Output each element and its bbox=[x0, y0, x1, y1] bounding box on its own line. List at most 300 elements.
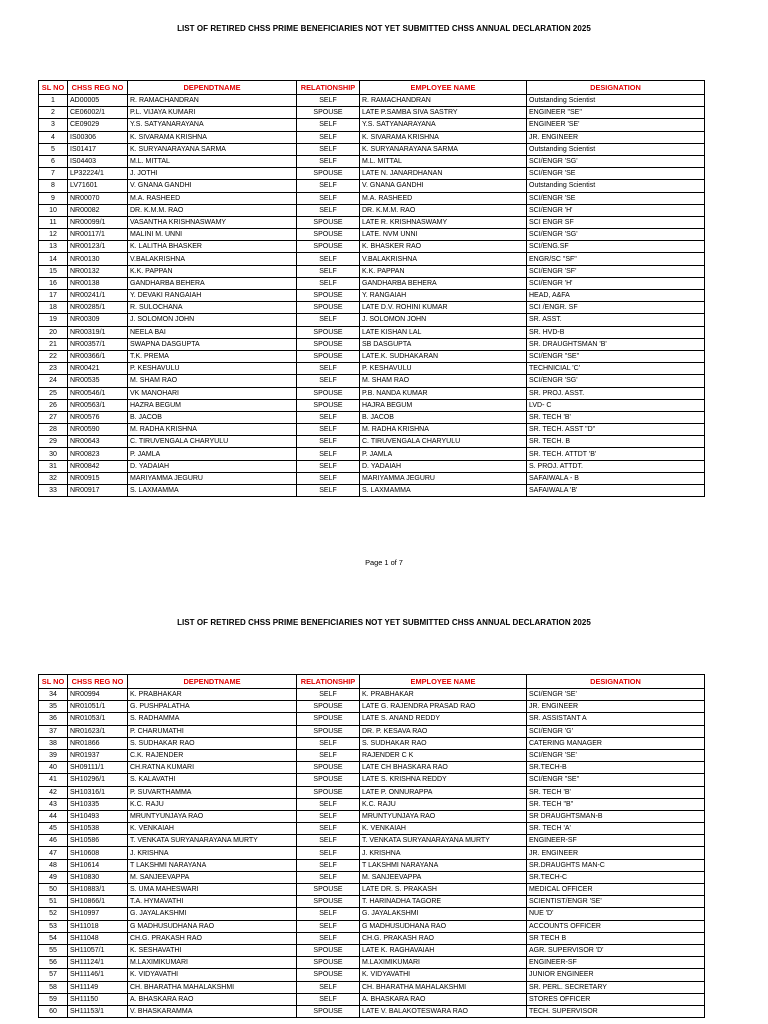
cell-relationship: SPOUSE bbox=[297, 399, 360, 411]
cell-sl-no: 38 bbox=[39, 737, 68, 749]
cell-employee-name: A. BHASKARA RAO bbox=[360, 993, 527, 1005]
cell-dependent-name: CH. BHARATHA MAHALAKSHMI bbox=[128, 981, 297, 993]
cell-dependent-name: Y. DEVAKI RANGAIAH bbox=[128, 290, 297, 302]
cell-dependent-name: K. PRABHAKAR bbox=[128, 689, 297, 701]
cell-chss-reg-no: NR00917 bbox=[68, 485, 128, 497]
table-row bbox=[39, 472, 705, 484]
cell-chss-reg-no: SH10335 bbox=[68, 798, 128, 810]
cell-employee-name: B. JACOB bbox=[360, 411, 527, 423]
cell-dependent-name: D. YADAIAH bbox=[128, 460, 297, 472]
cell-employee-name: K.C. RAJU bbox=[360, 798, 527, 810]
cell-chss-reg-no: AD00005 bbox=[68, 95, 128, 107]
cell-designation: SCI/ENGR 'SE bbox=[527, 192, 705, 204]
cell-relationship: SPOUSE bbox=[297, 387, 360, 399]
cell-dependent-name: M.LAXIMIKUMARI bbox=[128, 957, 297, 969]
table-header-row bbox=[39, 81, 705, 95]
cell-chss-reg-no: NR00319/1 bbox=[68, 326, 128, 338]
cell-dependent-name: P.L. VIJAYA KUMARI bbox=[128, 107, 297, 119]
cell-chss-reg-no: CE06002/1 bbox=[68, 107, 128, 119]
table-body bbox=[39, 95, 705, 497]
table-row bbox=[39, 725, 705, 737]
cell-employee-name: HAJRA BEGUM bbox=[360, 399, 527, 411]
cell-sl-no: 55 bbox=[39, 944, 68, 956]
table-row bbox=[39, 835, 705, 847]
cell-employee-name: K. BHASKER RAO bbox=[360, 241, 527, 253]
table-row bbox=[39, 180, 705, 192]
cell-chss-reg-no: NR00421 bbox=[68, 363, 128, 375]
table-row bbox=[39, 448, 705, 460]
cell-chss-reg-no: NR00241/1 bbox=[68, 290, 128, 302]
cell-sl-no: 21 bbox=[39, 338, 68, 350]
cell-chss-reg-no: SH09111/1 bbox=[68, 762, 128, 774]
cell-dependent-name: P. CHARUMATHI bbox=[128, 725, 297, 737]
cell-chss-reg-no: CE09029 bbox=[68, 119, 128, 131]
cell-dependent-name: S. UMA MAHESWARI bbox=[128, 884, 297, 896]
cell-employee-name: SB DASGUPTA bbox=[360, 338, 527, 350]
table-row bbox=[39, 847, 705, 859]
cell-relationship: SELF bbox=[297, 131, 360, 143]
cell-employee-name: M.LAXIMIKUMARI bbox=[360, 957, 527, 969]
column-header-relationship: RELATIONSHIP bbox=[297, 675, 360, 689]
cell-relationship: SPOUSE bbox=[297, 969, 360, 981]
cell-relationship: SPOUSE bbox=[297, 350, 360, 362]
cell-sl-no: 49 bbox=[39, 871, 68, 883]
cell-chss-reg-no: NR01053/1 bbox=[68, 713, 128, 725]
cell-relationship: SELF bbox=[297, 460, 360, 472]
cell-chss-reg-no: NR00823 bbox=[68, 448, 128, 460]
cell-sl-no: 50 bbox=[39, 884, 68, 896]
cell-chss-reg-no: SH10586 bbox=[68, 835, 128, 847]
cell-sl-no: 6 bbox=[39, 155, 68, 167]
cell-chss-reg-no: NR00994 bbox=[68, 689, 128, 701]
cell-sl-no: 3 bbox=[39, 119, 68, 131]
cell-dependent-name: J. SOLOMON JOHN bbox=[128, 314, 297, 326]
cell-relationship: SELF bbox=[297, 749, 360, 761]
cell-sl-no: 14 bbox=[39, 253, 68, 265]
cell-sl-no: 27 bbox=[39, 411, 68, 423]
cell-sl-no: 24 bbox=[39, 375, 68, 387]
cell-relationship: SPOUSE bbox=[297, 762, 360, 774]
page-title: LIST OF RETIRED CHSS PRIME BENEFICIARIES NOT YET SUBMITTED CHSS ANNUAL DECLARATION 2025 bbox=[177, 618, 591, 627]
cell-chss-reg-no: SH10493 bbox=[68, 810, 128, 822]
cell-sl-no: 5 bbox=[39, 143, 68, 155]
column-header-designation: DESIGNATION bbox=[527, 81, 705, 95]
cell-relationship: SELF bbox=[297, 859, 360, 871]
cell-designation: ENGINEER 'SE' bbox=[527, 119, 705, 131]
column-header-designation: DESIGNATION bbox=[527, 675, 705, 689]
cell-employee-name: D. YADAIAH bbox=[360, 460, 527, 472]
cell-sl-no: 58 bbox=[39, 981, 68, 993]
table-row bbox=[39, 944, 705, 956]
cell-relationship: SPOUSE bbox=[297, 338, 360, 350]
cell-chss-reg-no: SH10296/1 bbox=[68, 774, 128, 786]
cell-sl-no: 51 bbox=[39, 896, 68, 908]
table-row bbox=[39, 399, 705, 411]
column-header-chss-reg-no: CHSS REG NO bbox=[68, 81, 128, 95]
cell-sl-no: 60 bbox=[39, 1005, 68, 1017]
cell-employee-name: P.B. NANDA KUMAR bbox=[360, 387, 527, 399]
cell-chss-reg-no: NR00357/1 bbox=[68, 338, 128, 350]
cell-dependent-name: K. SIVARAMA KRISHNA bbox=[128, 131, 297, 143]
cell-relationship: SELF bbox=[297, 847, 360, 859]
cell-sl-no: 25 bbox=[39, 387, 68, 399]
cell-dependent-name: GANDHARBA BEHERA bbox=[128, 277, 297, 289]
cell-chss-reg-no: SH11124/1 bbox=[68, 957, 128, 969]
table-row bbox=[39, 290, 705, 302]
table-row bbox=[39, 774, 705, 786]
cell-dependent-name: A. BHASKARA RAO bbox=[128, 993, 297, 1005]
cell-relationship: SPOUSE bbox=[297, 944, 360, 956]
cell-dependent-name: G. PUSHPALATHA bbox=[128, 701, 297, 713]
cell-designation: SCI/ENGR 'SG' bbox=[527, 229, 705, 241]
cell-sl-no: 41 bbox=[39, 774, 68, 786]
cell-relationship: SELF bbox=[297, 204, 360, 216]
cell-sl-no: 9 bbox=[39, 192, 68, 204]
cell-relationship: SPOUSE bbox=[297, 290, 360, 302]
cell-relationship: SELF bbox=[297, 265, 360, 277]
table-row bbox=[39, 689, 705, 701]
cell-sl-no: 45 bbox=[39, 823, 68, 835]
cell-relationship: SPOUSE bbox=[297, 1005, 360, 1017]
cell-designation: Outstanding Scientist bbox=[527, 143, 705, 155]
cell-designation: SCI/ENGR 'SE' bbox=[527, 749, 705, 761]
cell-employee-name: R. RAMACHANDRAN bbox=[360, 95, 527, 107]
cell-designation: ENGINEER "SE" bbox=[527, 107, 705, 119]
column-header-relationship: RELATIONSHIP bbox=[297, 81, 360, 95]
cell-dependent-name: M. RADHA KRISHNA bbox=[128, 424, 297, 436]
cell-employee-name: LATE P. ONNURAPPA bbox=[360, 786, 527, 798]
table-row bbox=[39, 314, 705, 326]
column-header-chss-reg-no: CHSS REG NO bbox=[68, 675, 128, 689]
cell-dependent-name: CH.RATNA KUMARI bbox=[128, 762, 297, 774]
cell-employee-name: LATE N. JANARDHANAN bbox=[360, 168, 527, 180]
cell-dependent-name: T LAKSHMI NARAYANA bbox=[128, 859, 297, 871]
cell-dependent-name: M. SANJEEVAPPA bbox=[128, 871, 297, 883]
cell-designation: Outstanding Scientist bbox=[527, 95, 705, 107]
cell-dependent-name: MRUNTYUNJAYA RAO bbox=[128, 810, 297, 822]
table-row bbox=[39, 143, 705, 155]
cell-relationship: SPOUSE bbox=[297, 725, 360, 737]
cell-relationship: SELF bbox=[297, 798, 360, 810]
cell-sl-no: 20 bbox=[39, 326, 68, 338]
cell-designation: SR. TECH. B bbox=[527, 436, 705, 448]
table-row bbox=[39, 204, 705, 216]
table-row bbox=[39, 229, 705, 241]
cell-sl-no: 54 bbox=[39, 932, 68, 944]
table-row bbox=[39, 798, 705, 810]
cell-designation: JUNIOR ENGINEER bbox=[527, 969, 705, 981]
cell-chss-reg-no: SH10866/1 bbox=[68, 896, 128, 908]
cell-designation: SR. DRAUGHTSMAN 'B' bbox=[527, 338, 705, 350]
cell-chss-reg-no: SH10538 bbox=[68, 823, 128, 835]
cell-sl-no: 28 bbox=[39, 424, 68, 436]
cell-relationship: SPOUSE bbox=[297, 701, 360, 713]
cell-designation: SCI/ENGR 'SE bbox=[527, 168, 705, 180]
cell-dependent-name: V.BALAKRISHNA bbox=[128, 253, 297, 265]
table-row bbox=[39, 762, 705, 774]
cell-employee-name: LATE G. RAJENDRA PRASAD RAO bbox=[360, 701, 527, 713]
cell-sl-no: 11 bbox=[39, 216, 68, 228]
cell-employee-name: G MADHUSUDHANA RAO bbox=[360, 920, 527, 932]
cell-designation: SCI/ENGR 'SF' bbox=[527, 265, 705, 277]
cell-relationship: SELF bbox=[297, 981, 360, 993]
table-row bbox=[39, 436, 705, 448]
cell-relationship: SELF bbox=[297, 835, 360, 847]
table-row bbox=[39, 969, 705, 981]
cell-dependent-name: S. KALAVATHI bbox=[128, 774, 297, 786]
table-row bbox=[39, 908, 705, 920]
cell-designation: AGR. SUPERVISOR 'D' bbox=[527, 944, 705, 956]
cell-designation: SR. PERL. SECRETARY bbox=[527, 981, 705, 993]
column-header-employee-name: EMPLOYEE NAME bbox=[360, 675, 527, 689]
cell-dependent-name: P. SUVARTHAMMA bbox=[128, 786, 297, 798]
cell-sl-no: 37 bbox=[39, 725, 68, 737]
cell-sl-no: 8 bbox=[39, 180, 68, 192]
column-header-dependent-name: DEPENDTNAME bbox=[128, 81, 297, 95]
table-row bbox=[39, 993, 705, 1005]
cell-employee-name: V. GNANA GANDHI bbox=[360, 180, 527, 192]
cell-designation: NUE 'D' bbox=[527, 908, 705, 920]
cell-dependent-name: C.K. RAJENDER bbox=[128, 749, 297, 761]
cell-sl-no: 10 bbox=[39, 204, 68, 216]
cell-designation: SR. TECH 'B' bbox=[527, 786, 705, 798]
cell-designation: SR. HVD-B bbox=[527, 326, 705, 338]
table-row bbox=[39, 95, 705, 107]
cell-designation: SCI/ENGR 'SE' bbox=[527, 689, 705, 701]
cell-dependent-name: K. SURYANARAYANA SARMA bbox=[128, 143, 297, 155]
cell-designation: SCI /ENGR. SF bbox=[527, 302, 705, 314]
cell-sl-no: 26 bbox=[39, 399, 68, 411]
cell-employee-name: P. JAMLA bbox=[360, 448, 527, 460]
cell-designation: SCI/ENGR 'H' bbox=[527, 277, 705, 289]
table-row bbox=[39, 326, 705, 338]
cell-dependent-name: K. LALITHA BHASKER bbox=[128, 241, 297, 253]
cell-designation: ENGINEER-SF bbox=[527, 835, 705, 847]
cell-relationship: SELF bbox=[297, 253, 360, 265]
table-row bbox=[39, 485, 705, 497]
cell-relationship: SPOUSE bbox=[297, 326, 360, 338]
cell-chss-reg-no: SH11149 bbox=[68, 981, 128, 993]
table-row bbox=[39, 277, 705, 289]
cell-dependent-name: T.K. PREMA bbox=[128, 350, 297, 362]
table-body bbox=[39, 689, 705, 1018]
cell-employee-name: LATE KISHAN LAL bbox=[360, 326, 527, 338]
cell-chss-reg-no: SH11146/1 bbox=[68, 969, 128, 981]
cell-designation: SR.TECH-C bbox=[527, 871, 705, 883]
table-row bbox=[39, 859, 705, 871]
cell-employee-name: K. VENKAIAH bbox=[360, 823, 527, 835]
cell-chss-reg-no: NR00285/1 bbox=[68, 302, 128, 314]
cell-employee-name: LATE.K. SUDHAKARAN bbox=[360, 350, 527, 362]
table-row bbox=[39, 216, 705, 228]
cell-employee-name: LATE CH BHASKARA RAO bbox=[360, 762, 527, 774]
cell-designation: SCI/ENGR 'SG' bbox=[527, 375, 705, 387]
cell-dependent-name: M.A. RASHEED bbox=[128, 192, 297, 204]
cell-designation: SCI/ENGR 'G' bbox=[527, 725, 705, 737]
cell-sl-no: 33 bbox=[39, 485, 68, 497]
cell-employee-name: GANDHARBA BEHERA bbox=[360, 277, 527, 289]
cell-designation: JR. ENGINEER bbox=[527, 131, 705, 143]
cell-relationship: SELF bbox=[297, 993, 360, 1005]
cell-chss-reg-no: NR00643 bbox=[68, 436, 128, 448]
cell-employee-name: T LAKSHMI NARAYANA bbox=[360, 859, 527, 871]
cell-designation: ENGR/SC "SF" bbox=[527, 253, 705, 265]
cell-employee-name: LATE V. BALAKOTESWARA RAO bbox=[360, 1005, 527, 1017]
cell-sl-no: 56 bbox=[39, 957, 68, 969]
beneficiaries-table bbox=[38, 80, 705, 497]
table-row bbox=[39, 932, 705, 944]
cell-designation: SCI/ENGR 'SG' bbox=[527, 155, 705, 167]
cell-chss-reg-no: SH11057/1 bbox=[68, 944, 128, 956]
cell-employee-name: M.A. RASHEED bbox=[360, 192, 527, 204]
cell-employee-name: LATE K. RAGHAVAIAH bbox=[360, 944, 527, 956]
cell-employee-name: J. KRISHNA bbox=[360, 847, 527, 859]
cell-sl-no: 1 bbox=[39, 95, 68, 107]
cell-dependent-name: VASANTHA KRISHNASWAMY bbox=[128, 216, 297, 228]
cell-designation: S. PROJ. ATTDT. bbox=[527, 460, 705, 472]
cell-employee-name: K. VIDYAVATHI bbox=[360, 969, 527, 981]
cell-chss-reg-no: SH11018 bbox=[68, 920, 128, 932]
cell-designation: SCI/ENGR "SE" bbox=[527, 350, 705, 362]
cell-chss-reg-no: SH10997 bbox=[68, 908, 128, 920]
cell-relationship: SPOUSE bbox=[297, 241, 360, 253]
cell-employee-name: V.BALAKRISHNA bbox=[360, 253, 527, 265]
cell-dependent-name: S. LAXMAMMA bbox=[128, 485, 297, 497]
cell-employee-name: CH.G. PRAKASH RAO bbox=[360, 932, 527, 944]
cell-dependent-name: V. BHASKARAMMA bbox=[128, 1005, 297, 1017]
table-row bbox=[39, 387, 705, 399]
document-page-2 bbox=[0, 580, 768, 1024]
cell-relationship: SPOUSE bbox=[297, 216, 360, 228]
cell-chss-reg-no: NR00563/1 bbox=[68, 399, 128, 411]
cell-sl-no: 4 bbox=[39, 131, 68, 143]
cell-dependent-name: J. KRISHNA bbox=[128, 847, 297, 859]
cell-sl-no: 40 bbox=[39, 762, 68, 774]
cell-relationship: SPOUSE bbox=[297, 957, 360, 969]
cell-employee-name: LATE. NVM UNNI bbox=[360, 229, 527, 241]
cell-designation: TECHNICIAL 'C' bbox=[527, 363, 705, 375]
table-row bbox=[39, 107, 705, 119]
cell-chss-reg-no: SH10316/1 bbox=[68, 786, 128, 798]
cell-employee-name: T. VENKATA SURYANARAYANA MURTY bbox=[360, 835, 527, 847]
cell-designation: SCI/ENGR "SE" bbox=[527, 774, 705, 786]
cell-sl-no: 15 bbox=[39, 265, 68, 277]
cell-chss-reg-no: NR00082 bbox=[68, 204, 128, 216]
table-row bbox=[39, 810, 705, 822]
cell-dependent-name: SWAPNA DASGUPTA bbox=[128, 338, 297, 350]
table-row bbox=[39, 460, 705, 472]
cell-sl-no: 44 bbox=[39, 810, 68, 822]
cell-dependent-name: MALINI M. UNNI bbox=[128, 229, 297, 241]
cell-sl-no: 53 bbox=[39, 920, 68, 932]
cell-sl-no: 12 bbox=[39, 229, 68, 241]
cell-chss-reg-no: NR00915 bbox=[68, 472, 128, 484]
cell-relationship: SPOUSE bbox=[297, 168, 360, 180]
cell-chss-reg-no: SH10830 bbox=[68, 871, 128, 883]
table-row bbox=[39, 981, 705, 993]
cell-sl-no: 48 bbox=[39, 859, 68, 871]
cell-relationship: SELF bbox=[297, 932, 360, 944]
cell-chss-reg-no: SH10883/1 bbox=[68, 884, 128, 896]
cell-relationship: SPOUSE bbox=[297, 774, 360, 786]
cell-relationship: SPOUSE bbox=[297, 107, 360, 119]
cell-relationship: SELF bbox=[297, 192, 360, 204]
table-row bbox=[39, 155, 705, 167]
cell-dependent-name: T. VENKATA SURYANARAYANA MURTY bbox=[128, 835, 297, 847]
cell-employee-name: K. SIVARAMA KRISHNA bbox=[360, 131, 527, 143]
cell-employee-name: LATE R. KRISHNASWAMY bbox=[360, 216, 527, 228]
cell-chss-reg-no: NR01051/1 bbox=[68, 701, 128, 713]
cell-designation: JR. ENGINEER bbox=[527, 701, 705, 713]
cell-designation: SAFAIWALA - B bbox=[527, 472, 705, 484]
cell-employee-name: Y.S. SATYANARAYANA bbox=[360, 119, 527, 131]
table-row bbox=[39, 896, 705, 908]
table-row bbox=[39, 920, 705, 932]
cell-sl-no: 43 bbox=[39, 798, 68, 810]
table-row bbox=[39, 338, 705, 350]
cell-employee-name: LATE D.V. ROHINI KUMAR bbox=[360, 302, 527, 314]
table-row bbox=[39, 168, 705, 180]
cell-dependent-name: P. JAMLA bbox=[128, 448, 297, 460]
cell-employee-name: MARIYAMMA JEGURU bbox=[360, 472, 527, 484]
cell-dependent-name: K.C. RAJU bbox=[128, 798, 297, 810]
cell-dependent-name: Y.S. SATYANARAYANA bbox=[128, 119, 297, 131]
cell-designation: SR. ASSISTANT A bbox=[527, 713, 705, 725]
cell-employee-name: M. RADHA KRISHNA bbox=[360, 424, 527, 436]
cell-chss-reg-no: NR00117/1 bbox=[68, 229, 128, 241]
cell-chss-reg-no: LP32224/1 bbox=[68, 168, 128, 180]
cell-dependent-name: P. KESHAVULU bbox=[128, 363, 297, 375]
cell-dependent-name: C. TIRUVENGALA CHARYULU bbox=[128, 436, 297, 448]
column-header-sl-no: SL NO bbox=[39, 675, 68, 689]
cell-employee-name: M. SANJEEVAPPA bbox=[360, 871, 527, 883]
cell-sl-no: 47 bbox=[39, 847, 68, 859]
cell-sl-no: 17 bbox=[39, 290, 68, 302]
cell-sl-no: 29 bbox=[39, 436, 68, 448]
cell-designation: Outstanding Scientist bbox=[527, 180, 705, 192]
cell-chss-reg-no: NR01866 bbox=[68, 737, 128, 749]
cell-chss-reg-no: NR00123/1 bbox=[68, 241, 128, 253]
cell-employee-name: P. KESHAVULU bbox=[360, 363, 527, 375]
cell-chss-reg-no: SH11048 bbox=[68, 932, 128, 944]
cell-relationship: SELF bbox=[297, 920, 360, 932]
cell-dependent-name: K. VENKAIAH bbox=[128, 823, 297, 835]
cell-employee-name: Y. RANGAIAH bbox=[360, 290, 527, 302]
cell-relationship: SPOUSE bbox=[297, 229, 360, 241]
cell-relationship: SELF bbox=[297, 472, 360, 484]
cell-relationship: SELF bbox=[297, 737, 360, 749]
cell-chss-reg-no: NR00546/1 bbox=[68, 387, 128, 399]
column-header-sl-no: SL NO bbox=[39, 81, 68, 95]
cell-employee-name: LATE S. ANAND REDDY bbox=[360, 713, 527, 725]
cell-sl-no: 16 bbox=[39, 277, 68, 289]
cell-relationship: SELF bbox=[297, 180, 360, 192]
cell-dependent-name: CH.G. PRAKASH RAO bbox=[128, 932, 297, 944]
cell-dependent-name: DR. K.M.M. RAO bbox=[128, 204, 297, 216]
cell-employee-name: DR. K.M.M. RAO bbox=[360, 204, 527, 216]
cell-dependent-name: NEELA BAI bbox=[128, 326, 297, 338]
cell-dependent-name: K. SESHAVATHI bbox=[128, 944, 297, 956]
table-row bbox=[39, 884, 705, 896]
cell-chss-reg-no: NR00590 bbox=[68, 424, 128, 436]
table-row bbox=[39, 1005, 705, 1017]
cell-dependent-name: V. GNANA GANDHI bbox=[128, 180, 297, 192]
cell-dependent-name: M.L. MITTAL bbox=[128, 155, 297, 167]
table-header-row bbox=[39, 675, 705, 689]
table-row bbox=[39, 265, 705, 277]
cell-dependent-name: G. JAYALAKSHMI bbox=[128, 908, 297, 920]
table-row bbox=[39, 871, 705, 883]
